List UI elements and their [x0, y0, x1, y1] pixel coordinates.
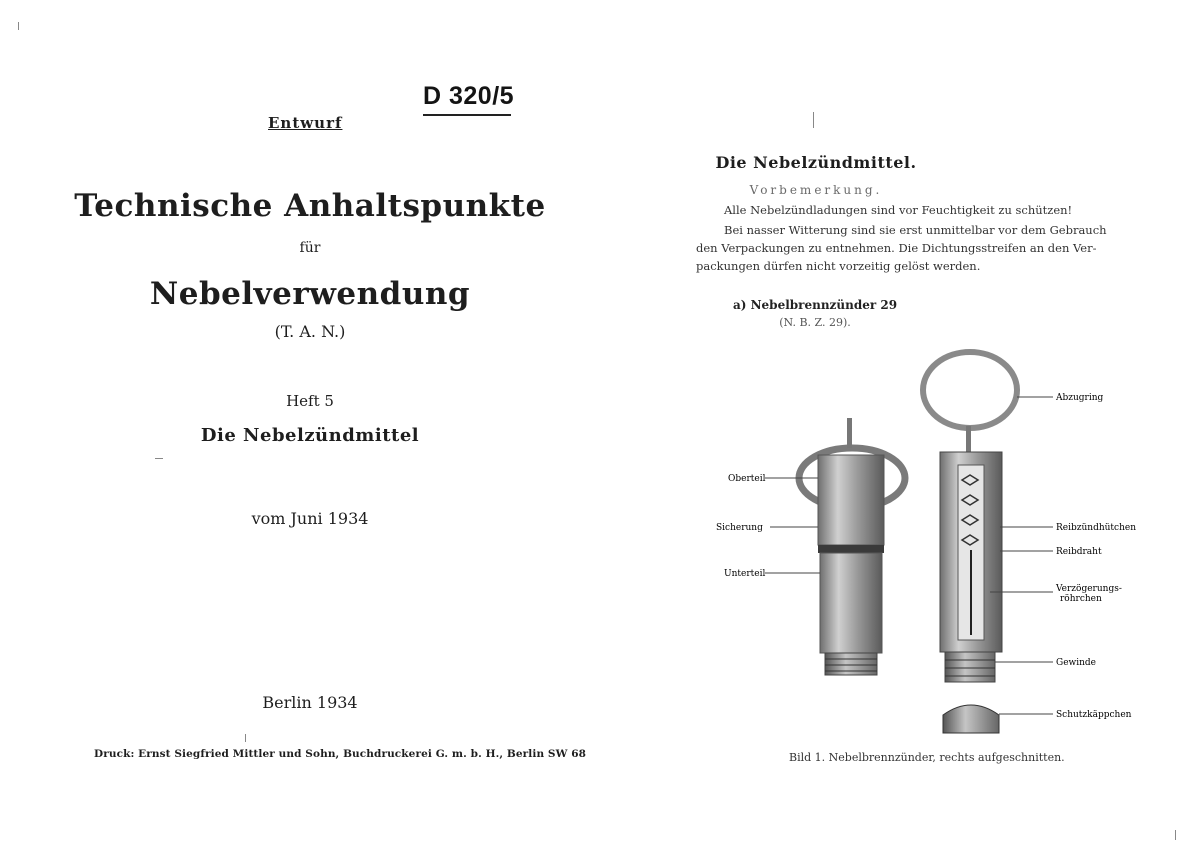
title-line-1: Technische Anhaltspunkte [74, 188, 546, 224]
thread-left [825, 653, 877, 675]
ring-stem-right [966, 426, 971, 454]
draft-label: Entwurf [268, 114, 343, 132]
right-fuze [923, 352, 1017, 733]
label-protective-cap: Schutzkäppchen [1056, 710, 1132, 720]
document-number-underline [423, 114, 511, 116]
scan-mark [245, 734, 246, 742]
printer-line: Druck: Ernst Siegfried Mittler und Sohn, Buchdruckerei G. m. b. H., Berlin SW 68 [94, 748, 587, 760]
protective-cap [943, 705, 999, 733]
title-abbreviation: (T. A. N.) [274, 322, 346, 341]
document-number: D 320/5 [423, 82, 515, 110]
figure-caption: Bild 1. Nebelbrennzünder, rechts aufgeschnitten. [789, 751, 1065, 764]
remark-line: Alle Nebelzündladungen sind vor Feuchtigkeit zu schützen! [724, 203, 1073, 217]
scan-mark [155, 458, 163, 459]
leader-lines [765, 397, 1053, 714]
label-delay-tube-2: röhrchen [1060, 594, 1102, 604]
label-delay-tube: Verzögerungs- [1056, 584, 1122, 594]
publication-date: vom Juni 1934 [251, 509, 369, 528]
title-line-2: Nebelverwendung [149, 276, 471, 312]
section-title: Die Nebelzündmittel. [715, 153, 917, 172]
lower-part-left [820, 553, 882, 653]
scan-mark [18, 22, 19, 30]
pull-ring-right [923, 352, 1017, 428]
label-friction-primer: Reibzündhütchen [1056, 523, 1137, 533]
remark-line: packungen dürfen nicht vorzeitig gelöst werden. [696, 259, 981, 273]
remark-line: den Verpackungen zu entnehmen. Die Dichtungsstreifen an den Ver- [696, 241, 1097, 255]
subsection-heading: a) Nebelbrennzünder 29 [732, 298, 898, 312]
label-friction-wire: Reibdraht [1056, 547, 1102, 557]
label-safety: Sicherung [716, 523, 763, 533]
upper-part-left [818, 455, 884, 545]
left-fuze [799, 418, 905, 675]
issue-number: Heft 5 [286, 392, 334, 410]
label-pull-ring: Abzugring [1056, 393, 1104, 403]
ring-stem-left [847, 418, 852, 448]
label-lower-part: Unterteil [724, 569, 766, 579]
thread-right [945, 652, 995, 682]
label-thread: Gewinde [1056, 658, 1096, 668]
publication-place: Berlin 1934 [262, 693, 358, 712]
title-for: für [299, 240, 321, 256]
label-upper-part: Oberteil [728, 474, 766, 484]
remark-heading: Vorbemerkung. [749, 183, 883, 197]
subtitle: Die Nebelzündmittel [200, 425, 420, 446]
remark-line: Bei nasser Witterung sind sie erst unmittelbar vor dem Gebrauch [724, 223, 1107, 237]
fuze-illustration [700, 340, 1190, 740]
safety-band-left [818, 545, 884, 553]
subsection-reference: (N. B. Z. 29). [779, 316, 851, 329]
